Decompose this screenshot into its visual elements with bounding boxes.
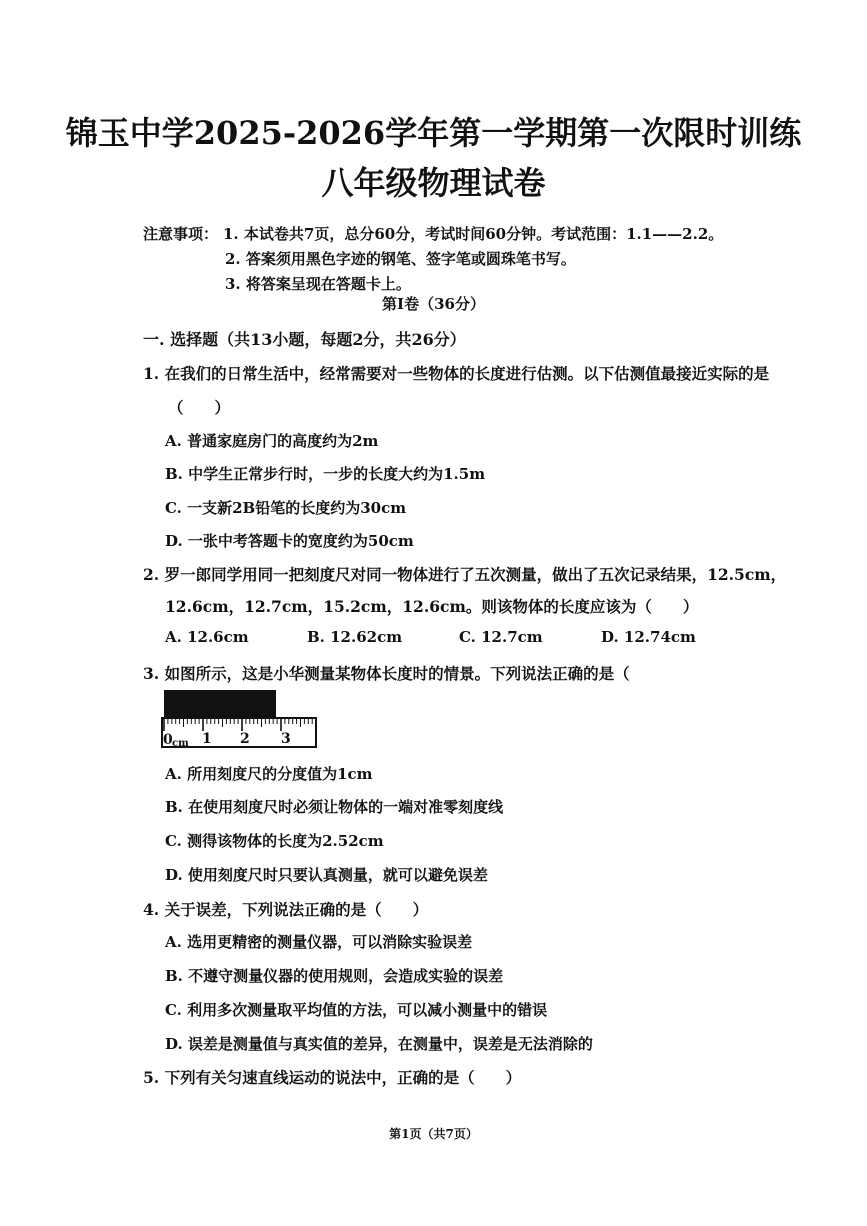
note-item-1: 1. 本试卷共7页，总分60分，考试时间60分钟。考试范围：1.1——2.2。 — [223, 225, 724, 243]
question-3-option-a: A. 所用刻度尺的分度值为1cm — [165, 765, 373, 783]
ruler-label-cm: cm — [172, 738, 189, 749]
question-1-option-b: B. 中学生正常步行时，一步的长度大约为1.5m — [165, 465, 486, 483]
question-4-option-c: C. 利用多次测量取平均值的方法，可以减小测量中的错误 — [165, 1001, 548, 1019]
question-3-option-d: D. 使用刻度尺时只要认真测量，就可以避免误差 — [165, 866, 488, 884]
question-1-option-a: A. 普通家庭房门的高度约为2m — [165, 432, 379, 450]
question-2-stem: 2. 罗一郎同学用同一把刻度尺对同一物体进行了五次测量，做出了五次记录结果，12.5cm， — [143, 565, 787, 584]
question-2-stem-line2: 12.6cm，12.7cm，15.2cm，12.6cm。则该物体的长度应该为（ ） — [165, 597, 699, 616]
question-2-option-a: A. 12.6cm — [165, 628, 249, 646]
volume-title: 第Ⅰ卷（36分） — [382, 295, 485, 313]
ruler-label-3: 3 — [281, 731, 291, 747]
question-5-stem: 5. 下列有关匀速直线运动的说法中，正确的是（ ） — [143, 1068, 522, 1087]
ruler-figure — [160, 690, 320, 750]
question-1-option-c: C. 一支新2B铅笔的长度约为30cm — [165, 499, 407, 517]
question-4-option-a: A. 选用更精密的测量仪器，可以消除实验误差 — [165, 933, 473, 951]
question-3-stem: 3. 如图所示，这是小华测量某物体长度时的情景。下列说法正确的是（ — [143, 664, 630, 683]
question-4-option-d: D. 误差是测量值与真实值的差异，在测量中，误差是无法消除的 — [165, 1035, 593, 1053]
question-1-bracket: （ ） — [168, 398, 231, 417]
question-4-stem: 4. 关于误差，下列说法正确的是（ ） — [143, 900, 429, 919]
ruler-label-1: 1 — [202, 731, 212, 747]
note-item-3: 3. 将答案呈现在答题卡上。 — [225, 275, 411, 293]
question-3-option-c: C. 测得该物体的长度为2.52cm — [165, 832, 384, 850]
question-3-option-b: B. 在使用刻度尺时必须让物体的一端对准零刻度线 — [165, 798, 504, 816]
exam-title-line2: 八年级物理试卷 — [321, 164, 546, 202]
question-1-option-d: D. 一张中考答题卡的宽度约为50cm — [165, 532, 414, 550]
section-title: 一. 选择题（共13小题，每题2分，共26分） — [143, 330, 466, 349]
question-2-option-d: D. 12.74cm — [601, 628, 696, 646]
ruler-label-2: 2 — [240, 731, 250, 747]
question-1-stem: 1. 在我们的日常生活中，经常需要对一些物体的长度进行估测。以下估测值最接近实际的是 — [143, 364, 770, 383]
measured-object — [164, 690, 276, 718]
note-item-2: 2. 答案须用黑色字迹的钢笔、签字笔或圆珠笔书写。 — [225, 250, 576, 268]
page-footer: 第1页（共7页） — [389, 1127, 478, 1141]
question-4-option-b: B. 不遵守测量仪器的使用规则，会造成实验的误差 — [165, 967, 504, 985]
exam-title-line1: 锦玉中学2025-2026学年第一学期第一次限时训练 — [65, 114, 802, 152]
notes-label: 注意事项： — [143, 225, 219, 243]
question-2-option-b: B. 12.62cm — [307, 628, 403, 646]
ruler-label-0: 0 — [163, 732, 173, 748]
question-2-option-c: C. 12.7cm — [459, 628, 543, 646]
notes-block — [143, 222, 723, 297]
